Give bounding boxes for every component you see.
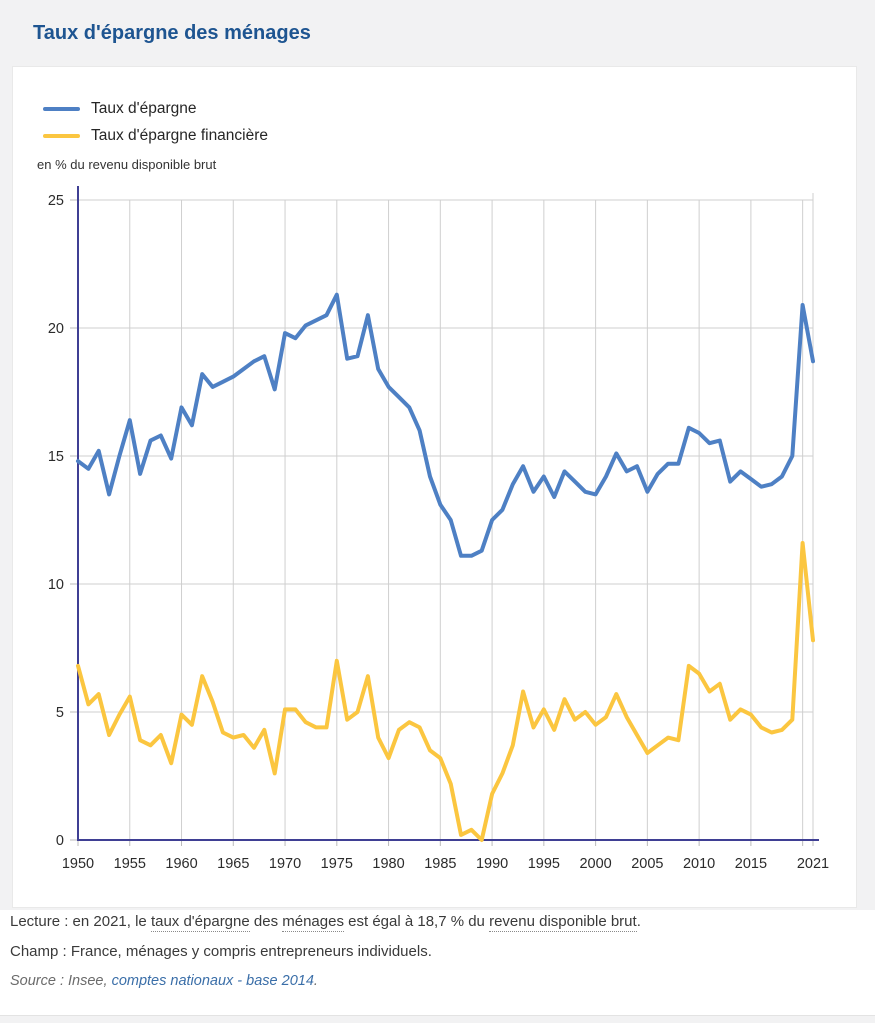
chart-card bbox=[12, 66, 857, 908]
y-tick-label: 25 bbox=[47, 193, 64, 209]
x-tick-label: 1970 bbox=[268, 856, 302, 872]
source-note bbox=[10, 973, 318, 989]
glossary-term-revenu-disponible-brut[interactable]: revenu disponible brut bbox=[489, 913, 637, 930]
x-tick-label: 1960 bbox=[165, 856, 198, 872]
x-tick-label: 1975 bbox=[320, 856, 353, 872]
x-tick-label: 1985 bbox=[424, 856, 457, 872]
glossary-term-menages[interactable]: ménages bbox=[282, 913, 344, 930]
source-text: . bbox=[313, 973, 318, 989]
savings-rate-line-chart bbox=[13, 67, 856, 907]
x-tick-label: 2021 bbox=[796, 856, 830, 872]
legend-label: Taux d'épargne financière bbox=[91, 126, 269, 144]
source-link[interactable]: comptes nationaux - base 2014 bbox=[111, 973, 314, 989]
lecture-note bbox=[10, 913, 641, 930]
y-tick-label: 5 bbox=[55, 705, 64, 721]
source-text: Source : Insee, bbox=[10, 973, 112, 989]
series-line-taux-depargne bbox=[78, 295, 813, 556]
x-tick-label: 1995 bbox=[527, 856, 560, 872]
lecture-text: est égal à 18,7 % du bbox=[343, 913, 490, 930]
series-line-taux-depargne-financiere bbox=[78, 543, 813, 840]
x-tick-label: 1965 bbox=[217, 856, 250, 872]
x-tick-label: 2005 bbox=[631, 856, 664, 872]
figure-title: Taux d'épargne des ménages bbox=[33, 22, 311, 44]
x-tick-label: 2000 bbox=[579, 856, 612, 872]
y-tick-label: 20 bbox=[47, 321, 64, 337]
x-tick-label: 1950 bbox=[61, 856, 95, 872]
lecture-text: Lecture : en 2021, le bbox=[10, 913, 151, 930]
lecture-text: . bbox=[636, 913, 641, 930]
y-tick-label: 15 bbox=[47, 449, 64, 465]
legend-label: Taux d'épargne bbox=[91, 99, 197, 117]
lecture-text: des bbox=[249, 913, 283, 930]
champ-note: Champ : France, ménages y compris entrepreneurs individuels. bbox=[10, 943, 432, 960]
axes bbox=[78, 186, 819, 840]
x-tick-label: 1990 bbox=[475, 856, 509, 872]
bottom-strip bbox=[0, 1015, 875, 1023]
glossary-term-taux-depargne[interactable]: taux d'épargne bbox=[150, 913, 250, 930]
x-tick-label: 2015 bbox=[734, 856, 768, 872]
x-tick-label: 2010 bbox=[682, 856, 716, 872]
x-tick-label: 1955 bbox=[113, 856, 146, 872]
y-tick-label: 10 bbox=[47, 577, 64, 593]
x-tick-label: 1980 bbox=[372, 856, 405, 872]
y-tick-label: 0 bbox=[55, 833, 64, 849]
y-axis-unit-label: en % du revenu disponible brut bbox=[37, 157, 217, 172]
